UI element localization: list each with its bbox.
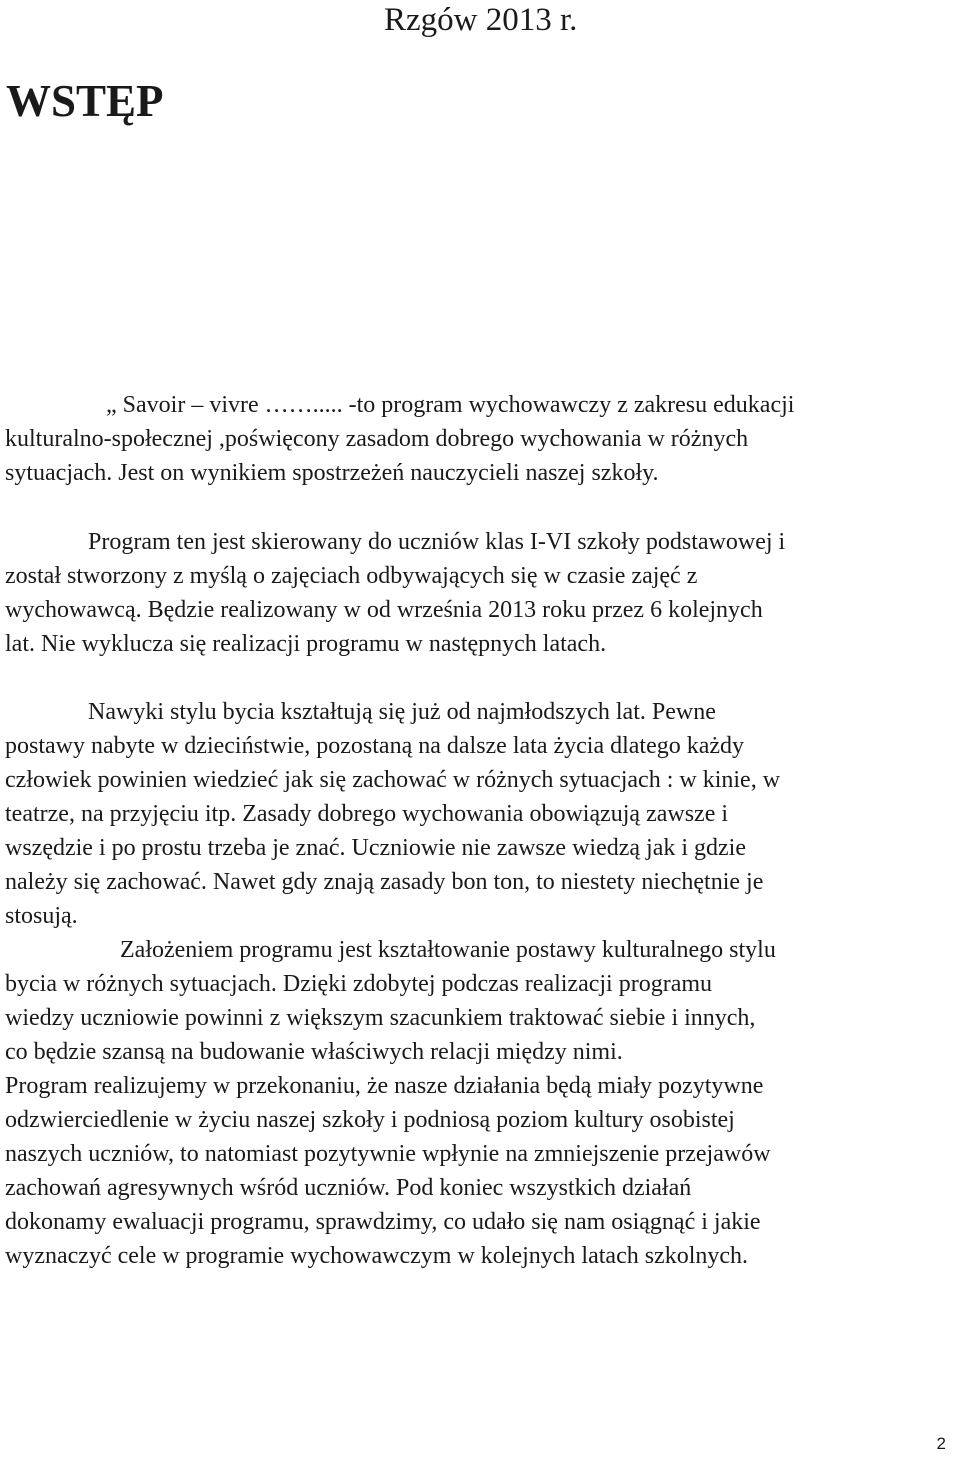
p3-line-1: Nawyki stylu bycia kształtują się już od najmłodszych lat. Pewne (88, 699, 716, 725)
p5-line-5: dokonamy ewaluacji programu, sprawdzimy, co udało się nam osiągnąć i jakie (5, 1209, 761, 1235)
p2-line-2: został stworzony z myślą o zajęciach odbywających się w czasie zajęć z (5, 563, 698, 589)
p5-line-4: zachowań agresywnych wśród uczniów. Pod koniec wszystkich działań (5, 1175, 692, 1201)
p5-line-3: naszych uczniów, to natomiast pozytywnie wpłynie na zmniejszenie przejawów (5, 1141, 771, 1167)
p1-line-3: sytuacjach. Jest on wynikiem spostrzeżeń nauczycieli naszej szkoły. (5, 460, 659, 486)
p3-line-4: teatrze, na przyjęciu itp. Zasady dobrego wychowania obowiązują zawsze i (5, 801, 729, 827)
place-date: Rzgów 2013 r. (384, 2, 578, 38)
p4-line-3: wiedzy uczniowie powinni z większym szacunkiem traktować siebie i innych, (5, 1005, 756, 1031)
p4-line-2: bycia w różnych sytuacjach. Dzięki zdobytej podczas realizacji programu (5, 971, 713, 997)
p3-line-2: postawy nabyte w dzieciństwie, pozostaną na dalsze lata życia dlatego każdy (5, 733, 745, 759)
p1-line-1: „ Savoir – vivre ……..... -to program wychowawczy z zakresu edukacji (106, 392, 795, 418)
page-number: 2 (936, 1434, 946, 1453)
p4-line-4: co będzie szansą na budowanie właściwych relacji między nimi. (5, 1039, 623, 1065)
p5-line-1: Program realizujemy w przekonaniu, że nasze działania będą miały pozytywne (5, 1073, 764, 1099)
p5-line-2: odzwierciedlenie w życiu naszej szkoły i podniosą poziom kultury osobistej (5, 1107, 735, 1133)
p1-line-2: kulturalno-społecznej ,poświęcony zasadom dobrego wychowania w różnych (5, 426, 749, 452)
section-title: WSTĘP (6, 76, 164, 126)
p2-line-3: wychowawcą. Będzie realizowany w od września 2013 roku przez 6 kolejnych (5, 597, 763, 623)
p3-line-5: wszędzie i po prostu trzeba je znać. Uczniowie nie zawsze wiedzą jak i gdzie (5, 835, 746, 861)
p4-line-1: Założeniem programu jest kształtowanie postawy kulturalnego stylu (120, 937, 776, 963)
p3-line-7: stosują. (5, 903, 78, 929)
p2-line-1: Program ten jest skierowany do uczniów klas I-VI szkoły podstawowej i (88, 529, 786, 555)
p3-line-6: należy się zachować. Nawet gdy znają zasady bon ton, to niestety niechętnie je (5, 869, 764, 895)
p3-line-3: człowiek powinien wiedzieć jak się zachować w różnych sytuacjach : w kinie, w (5, 767, 781, 793)
p5-line-6: wyznaczyć cele w programie wychowawczym w kolejnych latach szkolnych. (5, 1243, 749, 1269)
p2-line-4: lat. Nie wyklucza się realizacji programu w następnych latach. (5, 631, 607, 657)
